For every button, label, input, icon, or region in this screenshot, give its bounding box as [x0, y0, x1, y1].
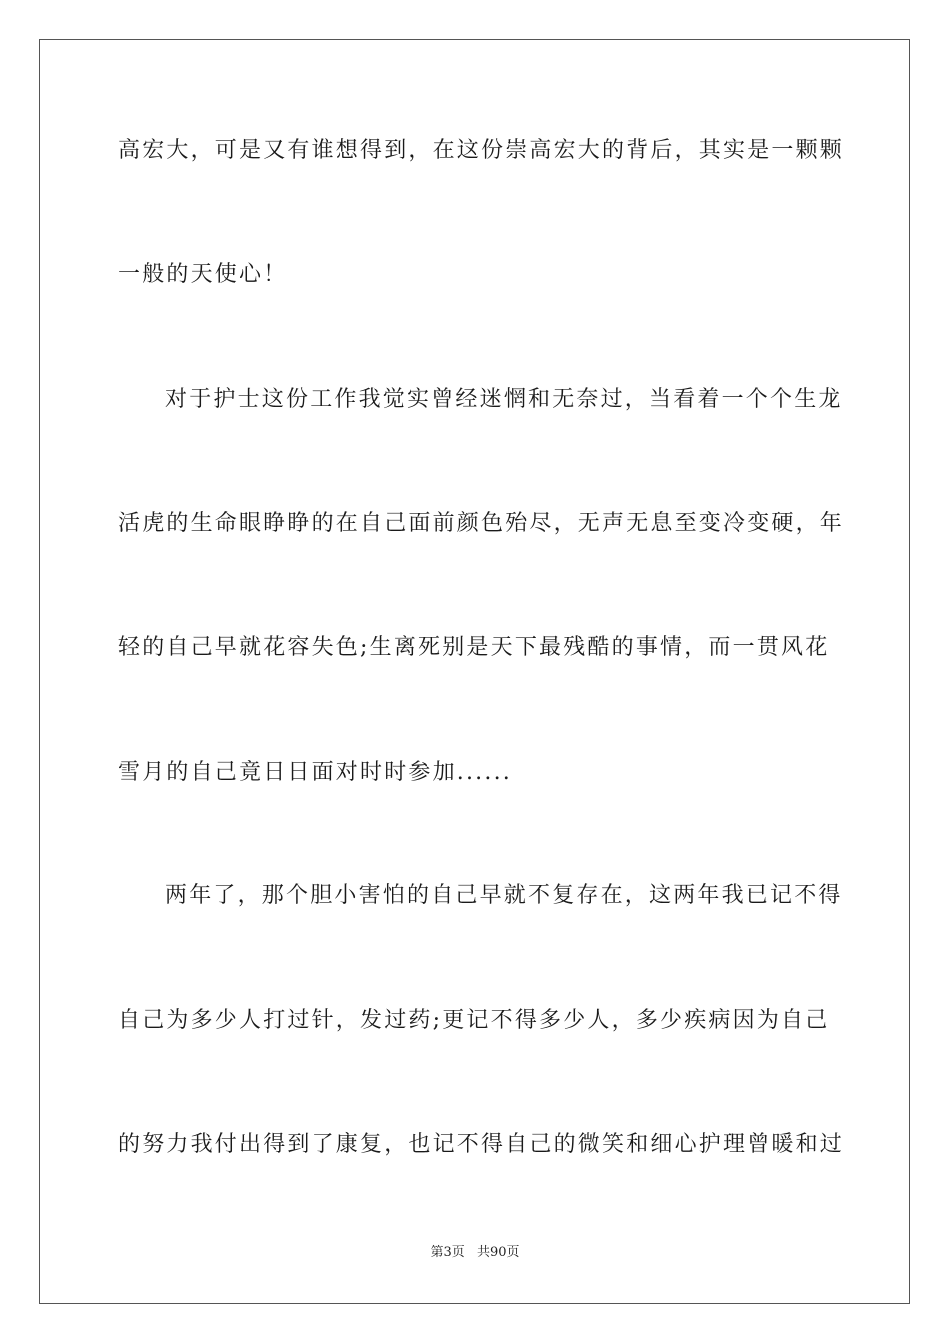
paragraph-line: 雪月的自己竟日日面对时时参加...... — [118, 760, 512, 785]
paragraph-line: 两年了，那个胆小害怕的自己早就不复存在，这两年我已记不得 — [165, 883, 843, 908]
paragraph-line: 高宏大，可是又有谁想得到，在这份崇高宏大的背后，其实是一颗颗 — [118, 138, 845, 163]
paragraph-line: 自己为多少人打过针，发过药;更记不得多少人，多少疾病因为自己 — [118, 1008, 830, 1033]
page-border — [39, 39, 910, 1304]
page-total: 共90页 — [476, 1245, 520, 1260]
page-number: 第3页 — [430, 1245, 465, 1260]
page-footer — [0, 1244, 950, 1262]
paragraph-line: 轻的自己早就花容失色;生离死别是天下最残酷的事情，而一贯风花 — [118, 635, 830, 660]
paragraph-line: 对于护士这份工作我觉实曾经迷惘和无奈过，当看着一个个生龙 — [165, 387, 843, 412]
paragraph-line: 活虎的生命眼睁睁的在自己面前颜色殆尽，无声无息至变冷变硬，年 — [118, 511, 845, 536]
paragraph-line: 的努力我付出得到了康复，也记不得自己的微笑和细心护理曾暖和过 — [118, 1132, 845, 1157]
paragraph-line: 一般的天使心！ — [118, 262, 288, 287]
